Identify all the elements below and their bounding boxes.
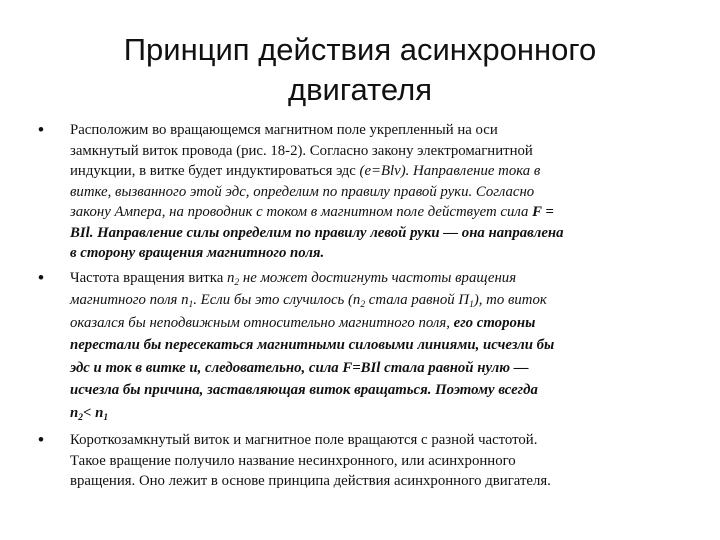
- text-run: Короткозамкнутый виток и магнитное поле вращаются с разной частотой.: [70, 432, 538, 448]
- text-run: исчезла бы причина, заставляющая виток вращаться. Поэтому всегда: [70, 382, 538, 398]
- text-run: замкнутый виток провода (рис. 18-2). Согласно закону электромагнитной: [70, 142, 533, 159]
- text-line: [70, 430, 678, 451]
- text-run: BIl. Направление силы определим по правилу левой руки — она направлена: [70, 224, 564, 241]
- text-run: (e=Blv). Направление тока в: [359, 163, 541, 179]
- text-run: ), то виток: [473, 292, 547, 308]
- text-run: витке, вызванного этой эдс, определим по правилу правой руки. Согласно: [70, 183, 535, 200]
- text-run: не может достигнуть частоты вращения: [239, 269, 517, 286]
- text-run: Расположим во вращающемся магнитном поле укрепленный на оси: [70, 122, 498, 138]
- bullet-item-3: [38, 430, 678, 492]
- text-line: [70, 161, 678, 182]
- title-line-2: двигателя: [288, 72, 432, 107]
- subscript: 1: [188, 300, 194, 310]
- text-line: [70, 243, 678, 264]
- text-run: < n: [82, 404, 104, 421]
- bullet-icon: •: [38, 430, 44, 449]
- bullet-text: [70, 267, 678, 425]
- subscript: 1: [103, 412, 109, 423]
- text-run: его стороны: [453, 314, 536, 331]
- text-run: закону Ампера, на проводник с током в магнитном поле действует сила: [70, 204, 533, 220]
- bullet-icon: •: [38, 120, 44, 139]
- text-run: П: [458, 292, 470, 308]
- bullet-text: [70, 430, 678, 492]
- text-run: оказался бы неподвижным относительно магнитного поля,: [70, 314, 454, 331]
- slide-title: [40, 30, 680, 110]
- bullet-list: [38, 120, 678, 492]
- text-run: в сторону вращения магнитного поля.: [70, 245, 325, 261]
- subscript: 2: [234, 277, 240, 288]
- bullet-item-1: [38, 120, 678, 264]
- bullet-text: [70, 120, 678, 264]
- text-run: n: [227, 269, 235, 286]
- text-run: Частота вращения витка: [70, 269, 228, 286]
- bullet-item-2: [38, 267, 678, 425]
- text-run: Такое вращение получило название несинхронного, или асинхронного: [70, 452, 516, 469]
- text-line: [70, 334, 678, 357]
- text-line: [70, 267, 678, 290]
- text-line: [70, 182, 678, 203]
- text-run: магнитного поля: [70, 292, 182, 308]
- text-line: [70, 312, 678, 335]
- title-line-1: Принцип действия асинхронного: [123, 32, 597, 67]
- text-line: [70, 451, 678, 472]
- subscript: 2: [78, 412, 83, 423]
- text-line: [70, 202, 678, 223]
- subscript: 2: [360, 300, 366, 310]
- text-run: . Если бы это случилось (: [193, 292, 353, 308]
- subscript: 1: [469, 300, 474, 310]
- text-run: n: [352, 292, 361, 308]
- text-run: эдс и ток в витке и, следовательно, сила F=BIl стала равной нулю —: [70, 359, 529, 376]
- text-line: [70, 289, 678, 312]
- text-run: индукции, в витке будет индуктироваться эдс: [70, 163, 360, 179]
- text-line: [70, 471, 678, 492]
- text-run: стала равной: [365, 292, 459, 308]
- text-run: n: [181, 292, 189, 308]
- text-line: [70, 402, 678, 425]
- text-line: [70, 379, 678, 402]
- text-line: [70, 223, 678, 244]
- text-line: [70, 120, 678, 141]
- text-line: [70, 357, 678, 380]
- text-run: перестали бы пересекаться магнитными силовыми линиями, исчезли бы: [70, 337, 555, 353]
- text-run: F =: [532, 204, 554, 220]
- text-run: n: [70, 404, 79, 421]
- text-run: вращения. Оно лежит в основе принципа действия асинхронного двигателя.: [70, 473, 551, 489]
- bullet-icon: •: [38, 267, 44, 287]
- text-line: [70, 141, 678, 162]
